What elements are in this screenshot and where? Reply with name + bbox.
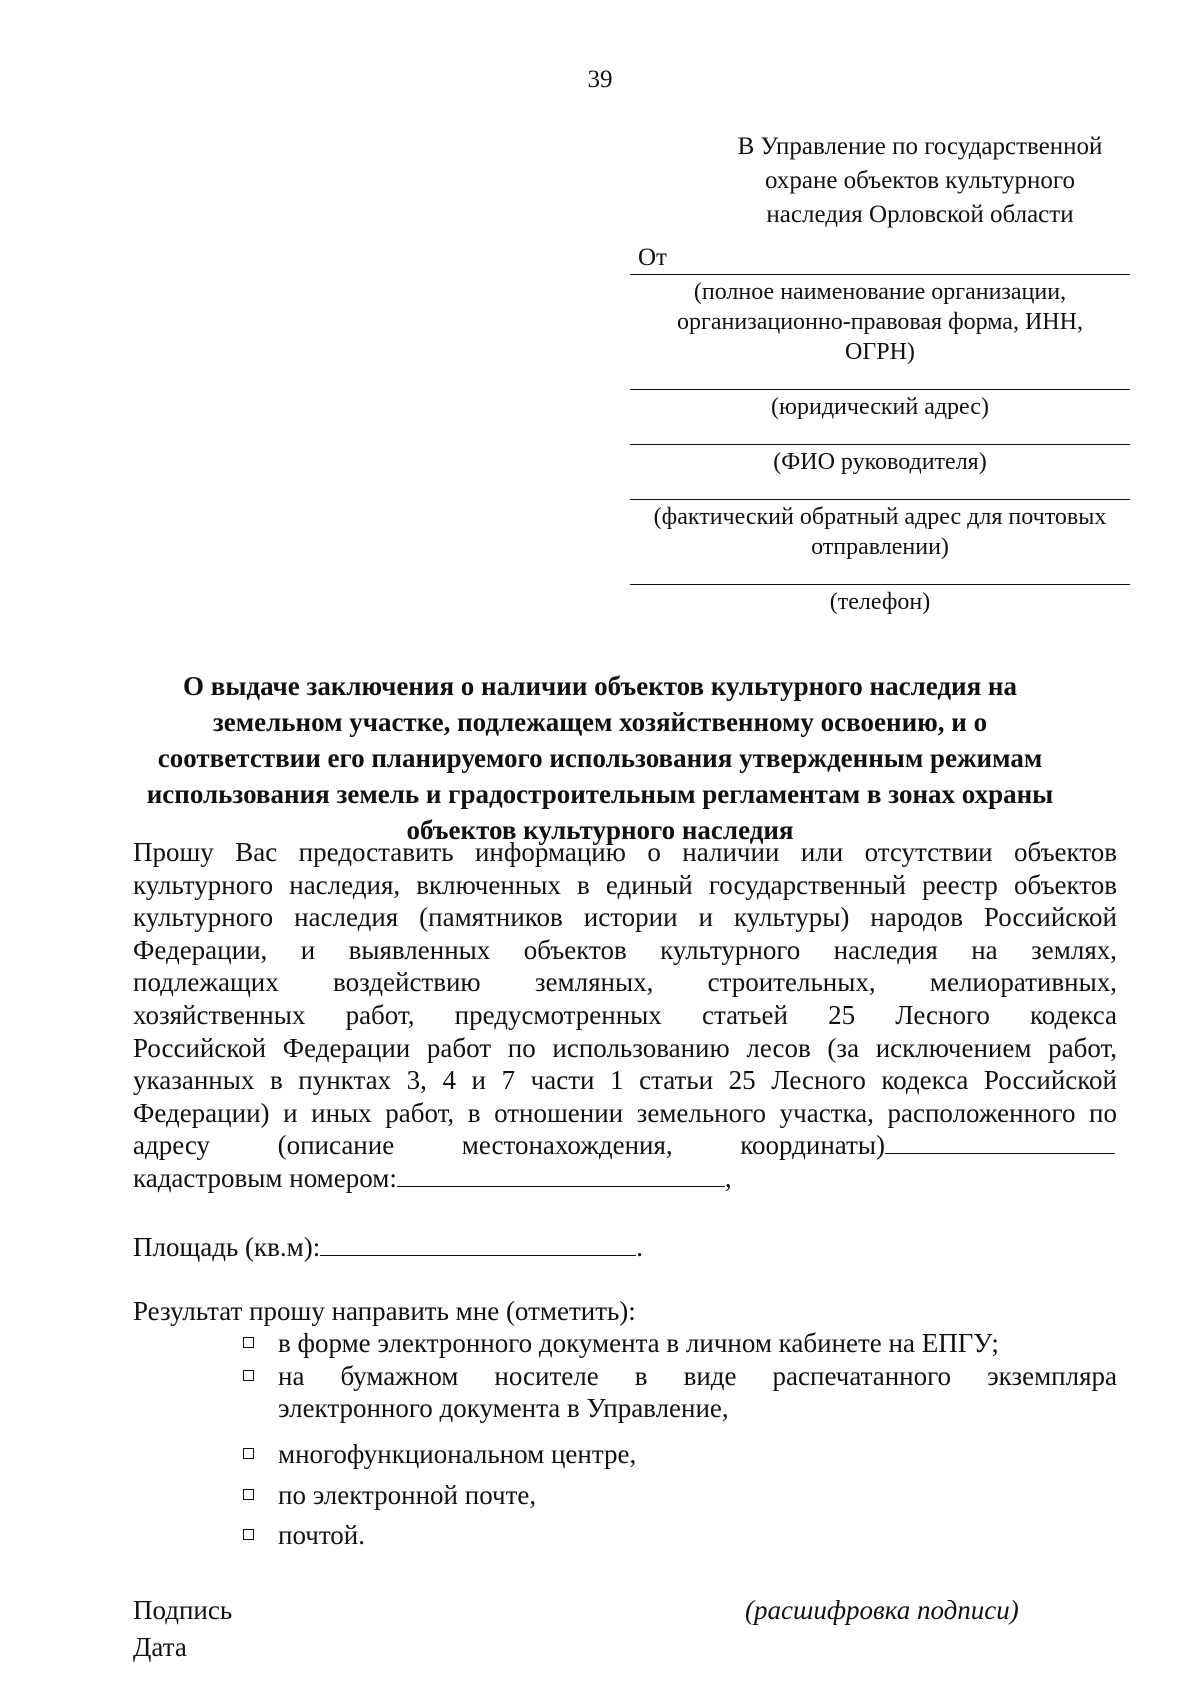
title-line: соответствии его планируемого использования утвержденным режимам	[157, 743, 1043, 773]
option-label: в форме электронного документа в личном кабинете на ЕПГУ;	[278, 1328, 999, 1358]
applicant-name-caption	[630, 277, 1130, 367]
paragraph-line: подлежащих воздействию земляных, строительных, мелиоративных,	[133, 967, 1117, 998]
recipient-block	[720, 130, 1120, 232]
checkbox-icon[interactable]	[243, 1529, 254, 1540]
date-label: Дата	[133, 1632, 187, 1662]
cadastral-number-field[interactable]	[397, 1164, 725, 1187]
paragraph-line: хозяйственных работ, предусмотренных статьей 25 Лесного кодекса	[133, 999, 1117, 1030]
title-line: земельном участке, подлежащем хозяйственному освоению, и о	[212, 707, 988, 737]
address-field[interactable]	[885, 1131, 1115, 1154]
checkbox-icon[interactable]	[243, 1370, 254, 1381]
area-label: Площадь (кв.м):	[133, 1232, 321, 1262]
option-label: электронного документа в Управление,	[278, 1393, 729, 1423]
area-end: .	[636, 1232, 643, 1262]
postal-address-caption	[630, 502, 1130, 562]
address-line	[133, 1129, 1117, 1162]
document-title	[140, 668, 1060, 848]
option-label: по электронной почте,	[278, 1480, 537, 1510]
from-label: От	[638, 244, 667, 271]
caption-line: организационно-правовая форма, ИНН,	[677, 309, 1083, 335]
request-paragraph	[133, 836, 1117, 1195]
recipient-line: наследия Орловской области	[766, 201, 1074, 228]
page-number: 39	[587, 66, 613, 93]
director-name-field[interactable]	[630, 422, 1130, 445]
signature-label: Подпись	[133, 1595, 233, 1625]
area-field[interactable]	[320, 1233, 636, 1256]
cadastral-line	[133, 1162, 1117, 1195]
address-label: адресу (описание местонахождения, координаты)	[133, 1130, 885, 1161]
paragraph-line: Прошу Вас предоставить информацию о наличии или отсутствии объектов	[133, 837, 1117, 867]
caption-line: (ФИО руководителя)	[773, 449, 987, 475]
paragraph-line: Российской Федерации работ по использованию лесов (за исключением работ,	[133, 1032, 1117, 1063]
paragraph-line: культурного наследия (памятников истории и культуры) народов Российской	[133, 902, 1117, 933]
paragraph-line: Федерации) и иных работ, в отношении земельного участка, расположенного по	[133, 1097, 1117, 1128]
signature-decoding: (расшифровка подписи)	[745, 1595, 1019, 1625]
paragraph-line: культурного наследия, включенных в единый государственный реестр объектов	[133, 869, 1117, 900]
applicant-block	[630, 240, 1130, 617]
result-delivery-intro: Результат прошу направить мне (отметить):	[133, 1296, 636, 1326]
cadastral-label: кадастровым номером:	[133, 1162, 397, 1193]
checkbox-icon[interactable]	[243, 1337, 254, 1348]
postal-address-field[interactable]	[630, 477, 1130, 500]
cadastral-end: ,	[724, 1162, 732, 1193]
option-label: на бумажном носителе в виде распечатанного экземпляра	[278, 1361, 1117, 1391]
applicant-name-field[interactable]	[630, 240, 1130, 275]
director-name-caption	[630, 447, 1130, 477]
recipient-line: В Управление по государственной	[737, 133, 1103, 160]
caption-line: (юридический адрес)	[771, 394, 989, 420]
option-label: почтой.	[278, 1520, 365, 1550]
checkbox-icon[interactable]	[243, 1448, 254, 1459]
caption-line: отправлении)	[811, 534, 949, 560]
legal-address-caption	[630, 392, 1130, 422]
caption-line: (телефон)	[829, 589, 931, 615]
title-line: использования земель и градостроительным регламентам в зонах охраны	[146, 779, 1054, 809]
title-line: О выдаче заключения о наличии объектов культурного наследия на	[183, 671, 1017, 701]
option-label: многофункциональном центре,	[278, 1439, 637, 1469]
caption-line: ОГРН)	[845, 339, 915, 365]
title-line: объектов культурного наследия	[406, 815, 794, 845]
checkbox-icon[interactable]	[243, 1489, 254, 1500]
legal-address-field[interactable]	[630, 367, 1130, 390]
phone-caption	[630, 587, 1130, 617]
paragraph-line: указанных в пунктах 3, 4 и 7 части 1 статьи 25 Лесного кодекса Российской	[133, 1065, 1117, 1096]
phone-field[interactable]	[630, 562, 1130, 585]
caption-line: (полное наименование организации,	[693, 279, 1067, 305]
area-line	[133, 1232, 643, 1263]
caption-line: (фактический обратный адрес для почтовых	[653, 504, 1107, 530]
paragraph-line: Федерации, и выявленных объектов культурного наследия на землях,	[133, 934, 1117, 965]
recipient-line: охране объектов культурного	[764, 167, 1075, 194]
